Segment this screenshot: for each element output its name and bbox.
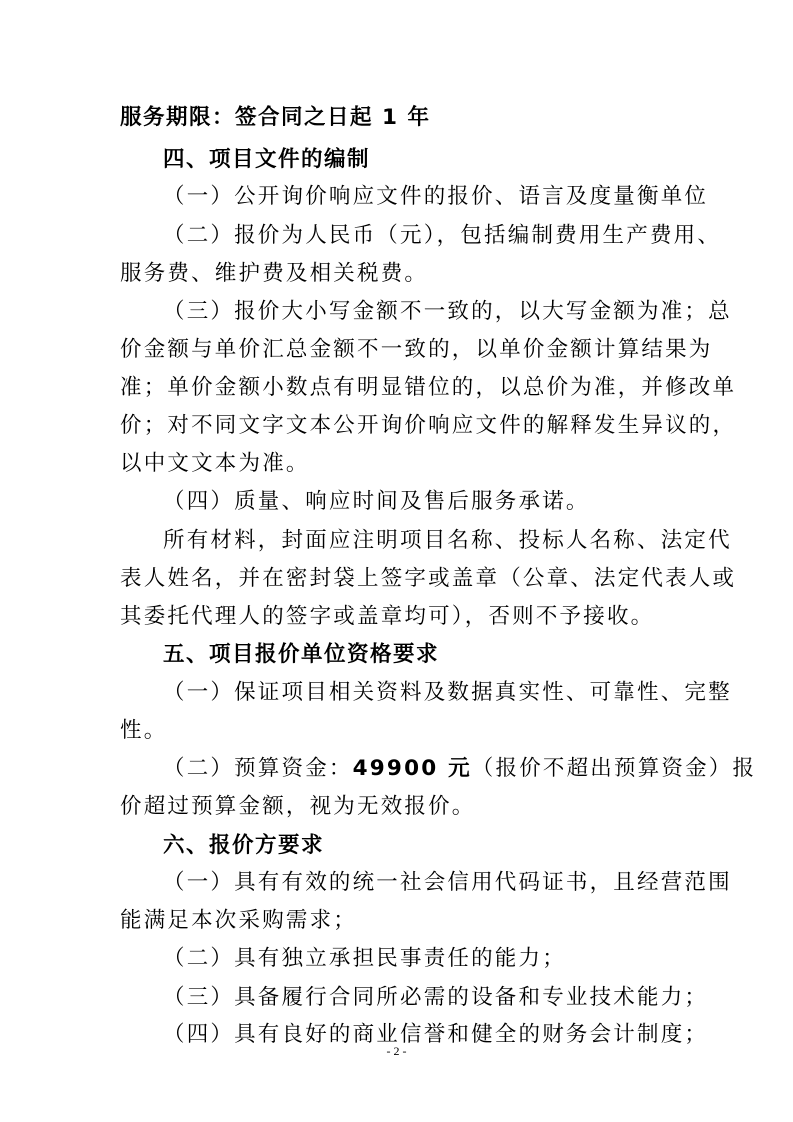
section6-item4: （四）具有良好的商业信誉和健全的财务会计制度；: [163, 1022, 709, 1047]
section5-item2-line1: [163, 755, 757, 783]
section6-heading: 六、报价方要求: [163, 833, 325, 858]
section6-item3: （三）具备履行合同所必需的设备和专业技术能力；: [163, 985, 709, 1010]
section4-item3-line1: （三）报价大小写金额不一致的，以大写金额为准；总: [163, 299, 732, 324]
page-number: - 2 -: [386, 1044, 407, 1058]
service-period-line: [120, 104, 680, 132]
section5-item1-line2: 性。: [120, 718, 168, 743]
section4-item4: （四）质量、响应时间及售后服务承诺。: [163, 489, 590, 514]
budget-label: （二）预算资金：: [163, 756, 353, 781]
service-period-value: 签合同之日起 1 年: [235, 105, 431, 130]
section4-item3-line4: 价；对不同文字文本公开询价响应文件的解释发生异议的，: [120, 413, 737, 438]
section4-item3-line5: 以中文文本为准。: [120, 451, 310, 476]
section4-note-line1: 所有材料，封面应注明项目名称、投标人名称、法定代: [163, 528, 732, 553]
budget-amount: 49900 元: [352, 756, 472, 781]
section5-heading: 五、项目报价单位资格要求: [163, 642, 440, 667]
service-period-label: 服务期限：: [120, 105, 236, 130]
section6-item1-line2: 能满足本次采购需求；: [120, 908, 358, 933]
section4-item2-line2: 服务费、维护费及相关税费。: [120, 261, 429, 286]
section5-item1-line1: （一）保证项目相关资料及数据真实性、可靠性、完整: [163, 680, 732, 705]
section4-item3-line2: 价金额与单价汇总金额不一致的，以单价金额计算结果为: [120, 337, 713, 362]
section4-heading: 四、项目文件的编制: [163, 147, 371, 172]
section4-note-line3: 其委托代理人的签字或盖章均可），否则不予接收。: [120, 604, 655, 629]
section5-item2-line2: 价超过预算金额，视为无效报价。: [120, 794, 476, 819]
section6-item1-line1: （一）具有有效的统一社会信用代码证书，且经营范围: [163, 870, 732, 895]
section4-item2-line1: （二）报价为人民币（元），包括编制费用生产费用、: [163, 223, 722, 248]
section4-item1: （一）公开询价响应文件的报价、语言及度量衡单位: [163, 184, 709, 209]
section4-item3-line3: 准；单价金额小数点有明显错位的，以总价为准，并修改单: [120, 375, 737, 400]
section4-note-line2: 表人姓名，并在密封袋上签字或盖章（公章、法定代表人或: [120, 566, 737, 591]
budget-note: （报价不超出预算资金）报: [471, 756, 757, 781]
section6-item2: （二）具有独立承担民事责任的能力；: [163, 946, 566, 971]
